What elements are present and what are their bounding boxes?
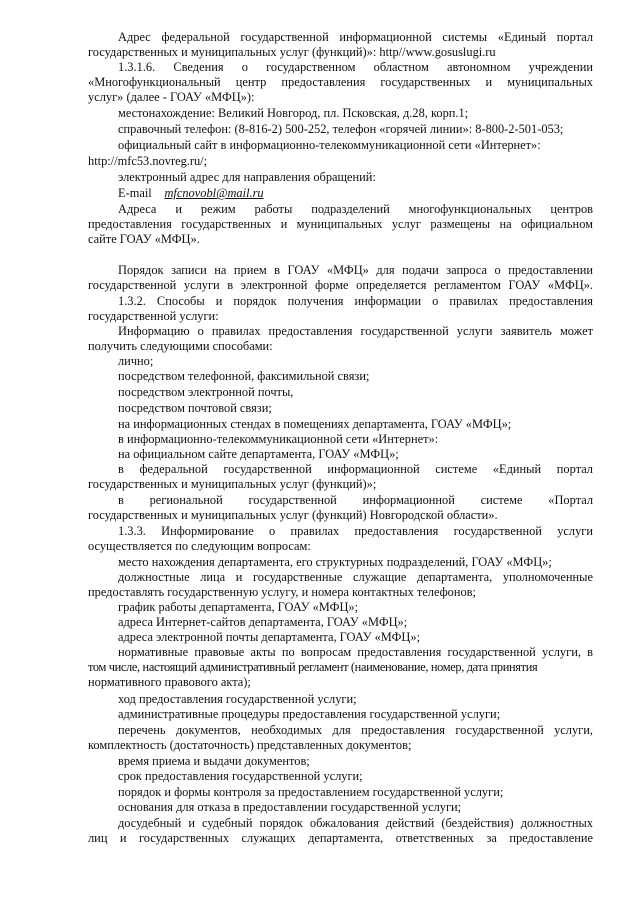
text-line: административные процедуры предоставления государственной услуги; (118, 707, 501, 721)
text-line: посредством электронной почты, (118, 385, 294, 399)
text-line: досудебный и судебный порядок обжалования действий (бездействия) должностных (118, 816, 593, 830)
text-line: график работы департамента, ГОАУ «МФЦ»; (118, 600, 359, 614)
text-line: посредством почтовой связи; (118, 401, 272, 415)
text-line: адреса электронной почты департамента, ГОАУ «МФЦ»; (118, 630, 421, 644)
text-line: нормативные правовые акты по вопросам предоставления государственной услуги, в (118, 645, 593, 659)
email-link[interactable]: mfcnovobl@mail.ru (154, 186, 254, 200)
text-line: государственной услуги в электронной форме определяется регламентом ГОАУ «МФЦ». (88, 278, 593, 292)
text-line: комплектность (достаточность) представленных документов; (88, 738, 412, 752)
text-line: Адрес федеральной государственной информационной системы «Единый портал (118, 30, 593, 44)
text-line: осуществляется по следующим вопросам: (88, 539, 311, 553)
text-line: государственных и муниципальных услуг (функций) Новгородской области». (88, 508, 498, 522)
text-line: 1.3.1.6. Сведения о государственном областном автономном учреждении (118, 60, 593, 74)
email-label: E-mail (118, 186, 155, 200)
text-line: в региональной государственной информационной системе «Портал (118, 493, 593, 507)
text-line: справочный телефон: (8-816-2) 500-252, телефон «горячей линии»: 8-800-2-501-053; (118, 122, 564, 136)
text-line: официальный сайт в информационно-телекоммуникационной сети «Интернет»: (118, 138, 541, 152)
text-line: посредством телефонной, факсимильной связи; (118, 369, 370, 383)
text-line: адреса Интернет-сайтов департамента, ГОАУ «МФЦ»; (118, 615, 408, 629)
text-line: сайте ГОАУ «МФЦ». (88, 232, 200, 246)
text-line: в федеральной государственной информационной системе «Единый портал (118, 462, 593, 476)
text-line: предоставлять государственную услугу, и номера контактных телефонов; (88, 585, 476, 599)
text-line: государственных и муниципальных услуг (функций)»; (88, 477, 377, 491)
text-line: срок предоставления государственной услуги; (118, 769, 363, 783)
text-line: услуг» (далее - ГОАУ «МФЦ»): (88, 90, 255, 104)
text-line: http://mfc53.novreg.ru/; (88, 154, 208, 168)
text-line: основания для отказа в предоставлении государственной услуги; (118, 800, 462, 814)
email-line (118, 186, 623, 201)
text-line: 1.3.3. Информирование о правилах предоставления государственной услуги (118, 524, 593, 538)
text-line: получить следующими способами: (88, 339, 273, 353)
text-line: ход предоставления государственной услуги; (118, 692, 357, 706)
text-line: должностные лица и государственные служащие департамента, уполномоченные (118, 570, 593, 584)
text-line: место нахождения департамента, его структурных подразделений, ГОАУ «МФЦ»; (118, 555, 552, 569)
text-line: лично; (118, 354, 154, 368)
text-line: перечень документов, необходимых для предоставления государственной услуги, (118, 723, 593, 737)
text-line: государственной услуги: (88, 309, 219, 323)
text-line: государственных и муниципальных услуг (функций)»: http//www.gosuslugi.ru (88, 45, 496, 59)
text-line: порядок и формы контроля за предоставлением государственной услуги; (118, 785, 504, 799)
text-line: на официальном сайте департамента, ГОАУ «МФЦ»; (118, 447, 399, 461)
text-line: Адреса и режим работы подразделений многофункциональных центров (118, 202, 593, 216)
text-line: местонахождение: Великий Новгород, пл. Псковская, д.28, корп.1; (118, 106, 469, 120)
text-line: «Многофункциональный центр предоставления государственных и муниципальных (88, 75, 593, 89)
text-line: том числе, настоящий административный регламент (наименование, номер, дата принятия (88, 660, 538, 674)
text-line: предоставления государственных и муниципальных услуг размещены на официальном (88, 217, 593, 231)
text-line: лиц и государственных служащих департамента, ответственных за предоставление (88, 831, 593, 845)
text-line: время приема и выдачи документов; (118, 754, 310, 768)
text-line: электронный адрес для направления обращений: (118, 170, 376, 184)
text-line: в информационно-телекоммуникационной сети «Интернет»: (118, 432, 439, 446)
text-line: нормативного правового акта); (88, 675, 251, 689)
text-line: на информационных стендах в помещениях департамента, ГОАУ «МФЦ»; (118, 417, 512, 431)
text-line: Информацию о правилах предоставления государственной услуги заявитель может (118, 324, 593, 338)
text-line: 1.3.2. Способы и порядок получения информации о правилах предоставления (118, 294, 593, 308)
text-line: Порядок записи на прием в ГОАУ «МФЦ» для подачи запроса о предоставлении (118, 263, 593, 277)
